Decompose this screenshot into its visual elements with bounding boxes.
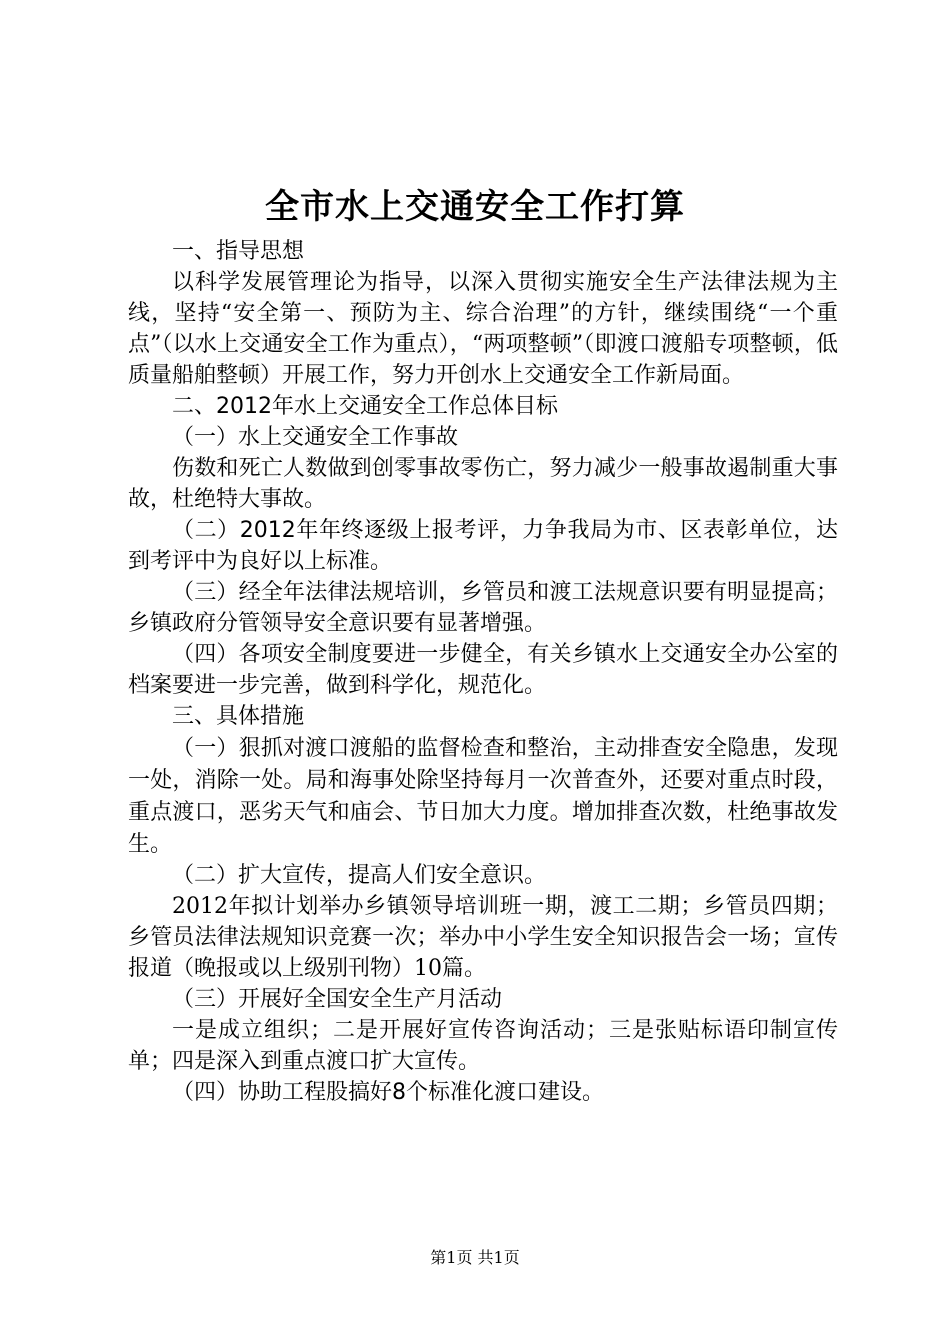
measure-1-lead: （一）狠抓对渡口渡船的监督检查和整治，主动排查安全隐患，发现一处，消除一处。 [128,736,838,793]
subheading-goal-1: （一）水上交通安全工作事故 [172,425,459,450]
measure-1-detail: 局和海事处除坚持每月一次普查外，还要对重点时段，重点渡口，恶劣天气和庙会、节日加大力度。增加排查次数，杜绝事故发生。 [128,768,838,857]
paragraph-goal-1: 伤数和死亡人数做到创零事故零伤亡，努力减少一般事故遏制重大事故，杜绝特大事故。 [128,456,838,512]
paragraph-measure-4: （四）协助工程股搞好8个标准化渡口建设。 [172,1080,604,1105]
subheading-measure-2: （二）扩大宣传，提高人们安全意识。 [172,863,547,888]
page-footer: 第1页 共1页 [430,1248,520,1267]
subheading-measure-3: （三）开展好全国安全生产月活动 [172,987,503,1012]
paragraph-measure-1 [128,732,838,860]
paragraph-goal-2: （二）2012年年终逐级上报考评，力争我局为市、区表彰单位，达到考评中为良好以上标准。 [128,518,838,574]
document-body [128,236,838,1108]
paragraph-goal-4: （四）各项安全制度要进一步健全，有关乡镇水上交通安全办公室的档案要进一步完善，做到科学化，规范化。 [128,642,838,698]
paragraph-guiding-thought: 以科学发展管理论为指导，以深入贯彻实施安全生产法律法规为主线，坚持“安全第一、预防为主、综合治理”的方针，继续围绕“一个重点”（以水上交通安全工作为重点），“两项整顿”（即渡口渡船专项整顿，低质量船舶整顿）开展工作，努力开创水上交通安全工作新局面。 [128,270,838,388]
paragraph-goal-3: （三）经全年法律法规培训，乡管员和渡工法规意识要有明显提高；乡镇政府分管领导安全意识要有显著增强。 [128,580,838,636]
document-title: 全市水上交通安全工作打算 [265,187,685,227]
paragraph-measure-3: 一是成立组织；二是开展好宣传咨询活动；三是张贴标语印制宣传单；四是深入到重点渡口扩大宣传。 [128,1018,838,1074]
section-heading-overall-goals: 二、2012年水上交通安全工作总体目标 [172,394,558,419]
section-heading-guiding-thought: 一、指导思想 [172,239,305,264]
section-heading-measures: 三、具体措施 [172,704,305,729]
paragraph-measure-2: 2012年拟计划举办乡镇领导培训班一期，渡工二期；乡管员四期；乡管员法律法规知识竞赛一次；举办中小学生安全知识报告会一场；宣传报道（晚报或以上级别刊物）10篇。 [128,894,838,981]
